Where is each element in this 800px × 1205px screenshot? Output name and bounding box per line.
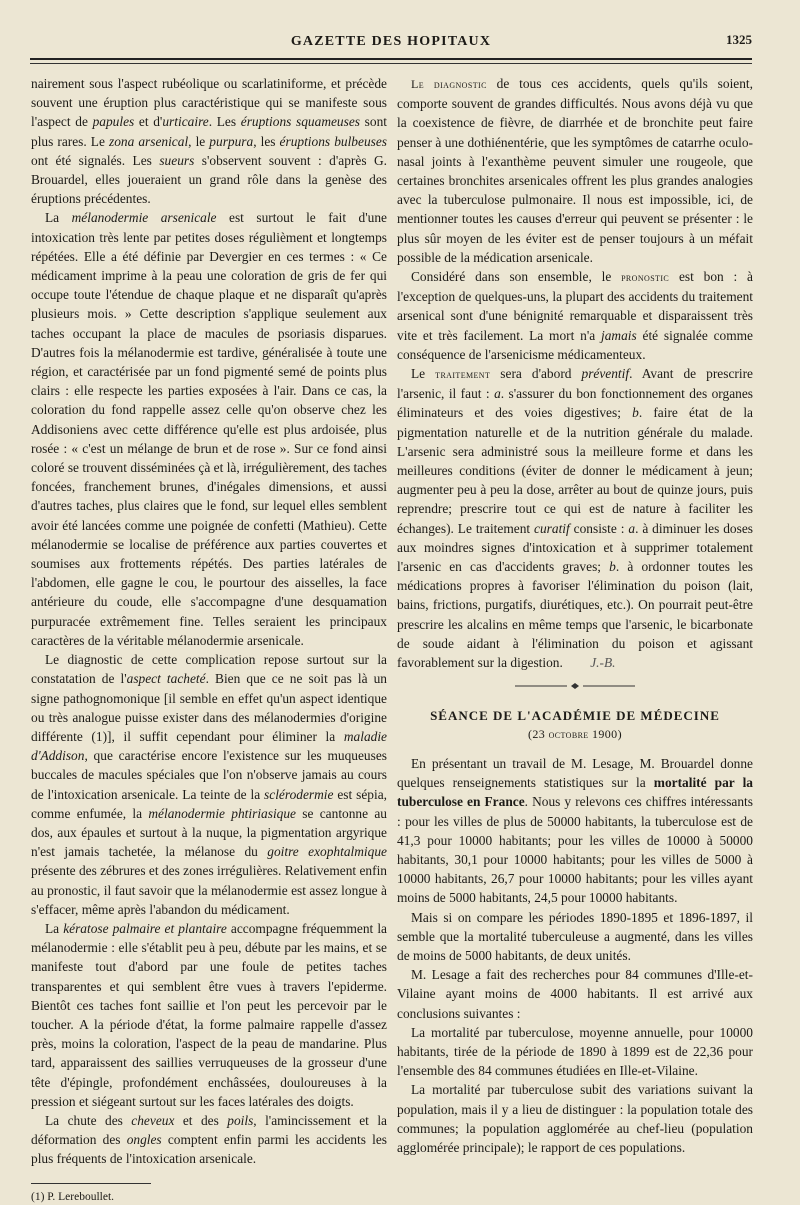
paragraph: La mortalité par tuberculose subit des variations suivant la population, mais il y a lieu de distinguer : la population totale des communes; la population agglomérée au chef-lieu (population agglomérée principale); le rapport de ces populations.: [397, 1082, 753, 1155]
paragraph: Le traitement sera d'abord préventif. Avant de prescrire l'arsenic, il faut : a. s'assurer du bon fonctionnement des organes éliminateurs et des voies digestives; b. faire état de la pigmentation naturelle et de la nutrition générale du malade. L'arsenic sera administré sous la meilleure forme et dans les meilleures conditions (éviter de donner le médicament à jeun; augmenter peu à peu la dose, arrêter au bout de quinze jours, puis reprendre; prescrire tout ce qui est de nature à faciliter les échanges). Le traitement curatif consiste : a. à diminuer les doses aux moindres signes d'intoxication et à supprimer totalement l'arsenic en cas d'accidents graves; b. à ordonner toutes les médications propres à favoriser l'élimination du poison (lait, bains, frictions, purgatifs, diurétiques, etc.). On pourrait peut-être prescrire les alcalins en même temps que l'arsenic, le bicarbonate de soude aidant à l'élimination du poison et agissant favorablement sur la digestion. J.-B.: [397, 366, 753, 671]
handwritten-signature: J.-B.: [590, 655, 616, 671]
journal-title: GAZETTE DES HOPITAUX: [290, 34, 492, 49]
page-number: 1325: [726, 32, 752, 47]
section-date: (23 octobre 1900): [528, 726, 622, 741]
footnote: (1) P. Lereboullet.: [31, 1190, 115, 1203]
footnote-rule: [31, 1183, 151, 1184]
paragraph: Mais si on compare les périodes 1890-1895 et 1896-1897, il semble que la mortalité tuberculeuse a augmenté, dans les villes de moins de 5000 habitants, de deux unités.: [397, 909, 753, 963]
paragraph: nairement sous l'aspect rubéolique ou scarlatiniforme, et précède souvent une éruption plus caractéristique qui se manifeste sous l'aspect de papules et d'urticaire. Les éruptions squameuses sont plus rares. Le zona arsenical, le purpura, les éruptions bulbeuses ont été signalés. Les sueurs s'observent souvent : d'après G. Brouardel, elles joueraient un grand rôle dans la genèse des éruptions précédentes.: [31, 76, 387, 207]
paragraph: Le diagnostic de cette complication repose surtout sur la constatation de l'aspect tacheté. Bien que ce ne soit pas là un signe pathognomonique [il semble en effet qu'un aspect identique ou très analogue puisse exister dans des mélanodermies d'origine différente (1)], il suffit cependant pour éliminer la maladie d'Addison, que caractérise encore l'existence sur les muqueuses buccales de macules spéciales que l'on n'observe jamais au cours de l'intoxication arsenicale. La teinte de la sclérodermie est sépia, comme enfumée, la mélanodermie phtiriasique se cantonne au dos, aux épaules et surtout à la nuque, la pigmentation argyrique n'est jamais tachetée, la mélanose du goitre exophtalmique présente des zébrures et des zones irrégulières. Relativement enfin au pronostic, il faut savoir que la mélanodermie est assez longue à s'effacer, même après l'abandon du médicament.: [31, 652, 387, 917]
paragraph: M. Lesage a fait des recherches pour 84 communes d'Ille-et-Vilaine ayant moins de 4000 habitants. Il est arrivé aux conclusions suivantes :: [397, 967, 753, 1021]
paragraph: La chute des cheveux et des poils, l'amincissement et la déformation des ongles comptent enfin parmi les accidents les plus fréquents de l'intoxication arsenicale.: [31, 1112, 388, 1167]
paragraph: Considéré dans son ensemble, le pronostic est bon : à l'exception de quelques-uns, la plupart des accidents du traitement arsenical sont d'une bénignité remarquable et disparaissent très vite et très facilement. La mort n'a jamais été signalée comme conséquence de l'arsenicisme médicamenteux.: [397, 269, 754, 362]
left-column: [31, 74, 387, 1205]
divider-ornament-icon: [515, 682, 635, 690]
paragraph: La mortalité par tuberculose, moyenne annuelle, pour 10000 habitants, tirée de la période de 1890 à 1899 est de 22,36 pour l'ensemble des 84 communes étudiées en Ille-et-Vilaine.: [397, 1024, 753, 1079]
paragraph: La kératose palmaire et plantaire accompagne fréquemment la mélanodermie : elle s'établit peu à peu, débute par les mains, et se manifeste tout d'abord par une foule de petites taches transparentes et qui semblent être vues à travers l'epiderme. Bientôt ces taches font saillie et l'on peut les percevoir par le toucher. A la période d'état, la forme palmaire rappelle d'assez près, moins la coloration, l'aspect de la peau de mandarine. Plus tard, apparaissent des saillies verruqueuses de la grosseur d'une tête d'épingle, profondément enchâssées, douloureuses à la pression et siégeant surtout sur les faces latérales des doigts.: [31, 920, 387, 1109]
paragraph: En présentant un travail de M. Lesage, M. Brouardel donne quelques renseignements statistiques sur la mortalité par la tuberculose en France. Nous y relevons ces chiffres intéressants : pour les villes de plus de 50000 habitants, la tuberculose est de 41,3 pour 10000 habitants; pour les villes de 10000 à 50000 habitants, 30,1 pour 10000 habitants; pour les villes de 5000 à 10000 habitants, 26,7 pour 10000 habitants; pour les villes ayant moins de 5000 habitants, 24,5 pour 10000 habitants.: [397, 755, 753, 906]
header-rule: [30, 58, 752, 60]
page-header: [30, 28, 752, 68]
section-title: SÉANCE DE L'ACADÉMIE DE MÉDECINE: [430, 707, 720, 723]
header-rule-thin: [30, 63, 752, 64]
section-divider: [397, 678, 753, 697]
paragraph: Le diagnostic de tous ces accidents, quels qu'ils soient, comporte souvent de grandes difficultés. Nous avons déjà vu que la coexistence de fièvre, de diarrhée et de bronchite peut faire penser à une dothiénentérie, que les symptômes de catarrhe oculo-nasal joints à l'exanthème peuvent simuler une rougeole, que certaines bronchites arsenicales offrent les plus grandes analogies avec la tuberculose pulmonaire. Il nous est impossible, ici, de mentionner toutes les causes d'erreur qui peuvent se présenter : le plus sûr moyen de les éviter est de penser toujours à un méfait possible de la médication arsenicale.: [397, 76, 753, 265]
paragraph: La mélanodermie arsenicale est surtout le fait d'une intoxication très lente par petites doses régulièment et longtemps répétées. Elle a été définie par Devergier en ces termes : « Ce médicament imprime à la peau une coloration de gris de fer qui occupe toute l'étendue de chaque plaque et ne disparaît qu'après plusieurs mois. » Cette description s'applique seulement aux taches occupant la place de macules de psoriasis disparues. D'autres fois la mélanodermie est tardive, généralisée à toute une région, et caractérisée par un fond pigmenté semé de points plus clairs : elle respecte les parties exposées à l'air. Dans ce cas, la coloration du fond rappelle assez celle qu'on observe chez les Addisoniens avec cette différence qu'elle est plus ardoisée, plus rosée : « c'est un mélange de brun et de rose ». Sur ce fond ainsi coloré se trouvent disséminées çà et là, irrégulièrement, des taches foncées, franchement brunes, d'inégales dimensions, et aussi d'autres taches, plus claires que le fond, sur lequel elles semblent avoir été lancées comme une poignée de confetti (Mathieu). Cette mélanodermie se localise de préférence aux parties couvertes et soumises aux frottements répétés. Des parties latérales de l'abdomen, elle gagne le cou, le pourtour des aisselles, la face antérieure du coude, elle s'accompagne d'une desquamation purpuracée extrêmement fine. Telles seraient les principaux caractères de la véritable mélanodermie arsenicale.: [31, 210, 388, 648]
right-column: [397, 74, 753, 1157]
